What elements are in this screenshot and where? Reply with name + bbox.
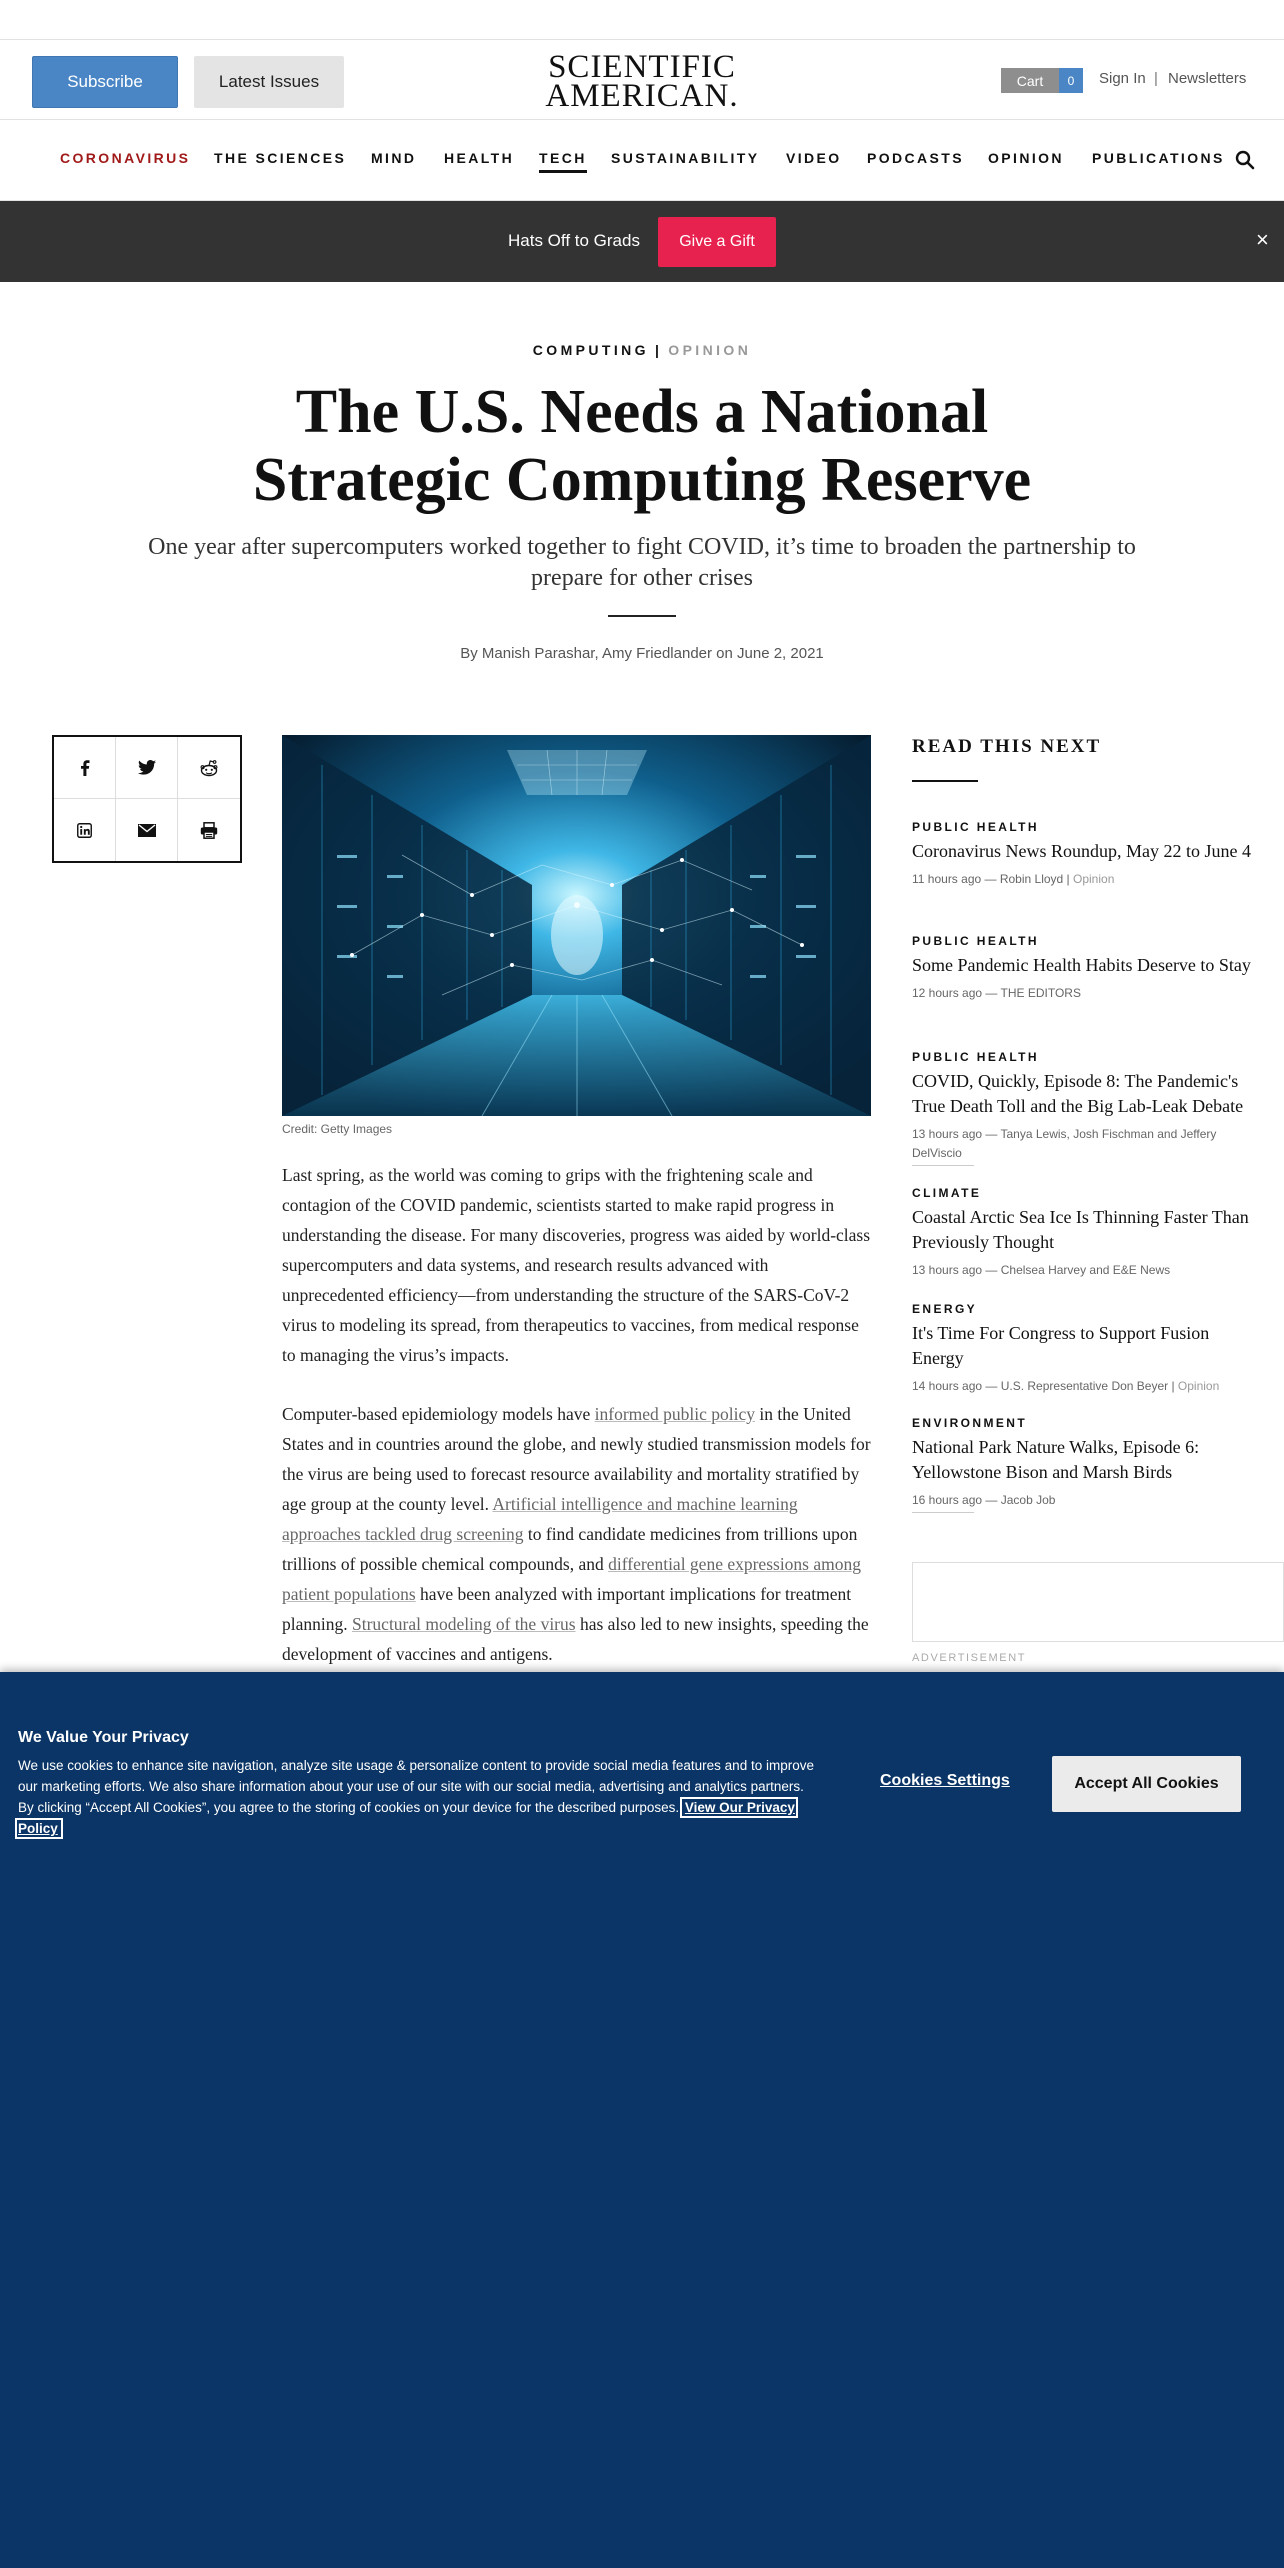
share-twitter-button[interactable] xyxy=(116,737,178,799)
read-next-category: PUBLIC HEALTH xyxy=(912,820,1039,834)
nav-item-sustainability[interactable]: SUSTAINABILITY xyxy=(611,150,760,166)
read-next-headline[interactable]: Coastal Arctic Sea Ice Is Thinning Faster Than Previously Thought xyxy=(912,1207,1249,1252)
paragraph-2 xyxy=(282,1399,872,1669)
cart-count-badge: 0 xyxy=(1059,68,1083,93)
subscribe-button[interactable]: Subscribe xyxy=(32,56,178,108)
read-next-item[interactable] xyxy=(912,1186,1252,1280)
read-next-item[interactable] xyxy=(912,820,1252,889)
read-next-headline[interactable]: Some Pandemic Health Habits Deserve to Stay xyxy=(912,955,1251,975)
read-this-next-title: READ THIS NEXT xyxy=(912,736,1102,757)
article-dek: One year after supercomputers worked together to fight COVID, it’s time to broaden the partnership to prepare for other crises xyxy=(148,534,1136,591)
logo-line-2: AMERICAN. xyxy=(545,78,739,114)
facebook-icon xyxy=(79,760,91,776)
read-next-item[interactable] xyxy=(912,1050,1252,1166)
article-byline: By Manish Parashar, Amy Friedlander on June 2, 2021 xyxy=(460,645,824,662)
nav-item-health[interactable]: HEALTH xyxy=(444,150,515,166)
cookie-description xyxy=(18,1755,818,1839)
subcategory-link[interactable]: OPINION xyxy=(668,342,752,358)
link-differential-gene-expressions[interactable]: differential gene expressions among patient populations xyxy=(282,1554,862,1604)
site-logo[interactable] xyxy=(520,49,764,114)
read-next-category: PUBLIC HEALTH xyxy=(912,1050,1039,1064)
cookie-title: We Value Your Privacy xyxy=(18,1729,189,1746)
promo-text: Hats Off to Grads xyxy=(508,231,640,250)
logo-line-1: SCIENTIFIC xyxy=(548,49,736,85)
headline-divider xyxy=(608,615,676,617)
cart-label: Cart xyxy=(1001,68,1059,93)
category-link[interactable]: COMPUTING xyxy=(532,342,649,358)
nav-item-tech[interactable]: TECH xyxy=(539,150,587,173)
promo-banner xyxy=(0,201,1284,282)
opinion-tag[interactable]: Opinion xyxy=(1177,1379,1220,1393)
linkedin-icon xyxy=(77,823,92,838)
read-this-next xyxy=(912,736,1284,1507)
article-kicker xyxy=(0,342,1284,358)
paragraph-2-text: to find candidate medicines from trillions upon trillions of possible chemical compounds, and xyxy=(282,1524,858,1574)
share-toolbar xyxy=(52,735,242,863)
print-icon xyxy=(200,822,218,839)
share-facebook-button[interactable] xyxy=(54,737,116,799)
read-next-category: ENERGY xyxy=(912,1302,978,1316)
headline-line-2: Strategic Computing Reserve xyxy=(252,446,1032,514)
read-next-meta-text: 14 hours ago — U.S. Representative Don Beyer | xyxy=(912,1379,1178,1393)
article-body xyxy=(282,1160,872,1698)
site-header xyxy=(0,40,1284,120)
read-next-meta: 16 hours ago — Jacob Job xyxy=(912,1493,1056,1507)
give-a-gift-button[interactable]: Give a Gift xyxy=(658,217,776,267)
image-credit: Credit: Getty Images xyxy=(282,1122,393,1136)
hero-image xyxy=(282,735,871,1116)
nav-item-publications[interactable]: PUBLICATIONS xyxy=(1092,150,1225,166)
accept-all-cookies-button[interactable]: Accept All Cookies xyxy=(1052,1756,1241,1812)
paragraph-2-text: has also led to new insights, speeding the development of vaccines and antigens. xyxy=(282,1614,869,1664)
newsletters-link[interactable]: Newsletters xyxy=(1168,70,1247,87)
twitter-icon xyxy=(138,760,156,775)
cookie-consent-banner xyxy=(0,1672,1284,2568)
close-icon[interactable]: × xyxy=(1256,227,1269,252)
read-next-category: PUBLIC HEALTH xyxy=(912,934,1039,948)
advertisement-slot[interactable] xyxy=(912,1562,1284,1642)
read-next-item[interactable] xyxy=(912,934,1252,1003)
read-this-next-rule xyxy=(912,780,978,782)
read-next-meta xyxy=(912,1377,1252,1396)
read-next-item[interactable] xyxy=(912,1302,1252,1396)
share-reddit-button[interactable] xyxy=(178,737,240,799)
read-next-headline[interactable]: COVID, Quickly, Episode 8: The Pandemic's True Death Toll and the Big Lab-Leak Debate xyxy=(912,1071,1244,1116)
advertisement-label: ADVERTISEMENT xyxy=(912,1652,1027,1664)
sign-in-link[interactable]: Sign In xyxy=(1099,70,1146,87)
read-next-meta xyxy=(912,870,1252,889)
nav-item-opinion[interactable]: OPINION xyxy=(988,150,1064,166)
read-next-headline[interactable]: National Park Nature Walks, Episode 6: Yellowstone Bison and Marsh Birds xyxy=(912,1437,1200,1482)
paragraph-2-text: in the United States and in countries around the globe, and newly studied transmission models for the virus are being used to forecast resource availability and mortality stratified by age group at the county level. xyxy=(282,1404,871,1514)
paragraph-2-text: Computer-based epidemiology models have xyxy=(282,1404,595,1424)
nav-item-coronavirus[interactable]: CORONAVIRUS xyxy=(60,150,191,166)
read-next-category: ENVIRONMENT xyxy=(912,1416,1028,1430)
item-underline xyxy=(912,1512,974,1513)
article-headline xyxy=(140,378,1144,514)
read-next-meta-text: 11 hours ago — Robin Lloyd | xyxy=(912,872,1073,886)
reddit-icon xyxy=(199,759,219,777)
cookie-text: We use cookies to enhance site navigation, analyze site usage & personalize content to provide social media features and to improve our marketing efforts. We also share information about your use of our site with our social media, advertising and analytics partners. By clicking “Accept All Cookies”, you agree to the storing of cookies on your device for the described purposes. xyxy=(18,1758,814,1815)
nav-item-podcasts[interactable]: PODCASTS xyxy=(867,150,964,166)
read-next-category: CLIMATE xyxy=(912,1186,982,1200)
email-icon xyxy=(138,824,156,837)
header-separator: | xyxy=(1154,70,1158,87)
main-nav xyxy=(0,121,1284,201)
read-next-meta: 12 hours ago — THE EDITORS xyxy=(912,986,1081,1000)
link-informed-public-policy[interactable]: informed public policy xyxy=(594,1404,756,1424)
share-print-button[interactable] xyxy=(178,799,240,861)
paragraph-2-text: have been analyzed with important implications for treatment planning. xyxy=(282,1584,852,1634)
kicker-separator: | xyxy=(654,342,663,358)
cookies-settings-button[interactable]: Cookies Settings xyxy=(880,1772,1010,1789)
read-next-meta: 13 hours ago — Tanya Lewis, Josh Fischman and Jeffery DelViscio xyxy=(912,1127,1217,1160)
read-next-headline[interactable]: It's Time For Congress to Support Fusion Energy xyxy=(912,1323,1210,1368)
paragraph-1: Last spring, as the world was coming to grips with the frightening scale and contagion of the COVID pandemic, scientists started to make rapid progress in understanding the disease. For many discoveries, progress was aided by world-class supercomputers and data systems, and research results advanced with unprecedented efficiency—from understanding the structure of the SARS-CoV-2 virus to modeling its spread, from therapeutics to vaccines, from medical response to managing the virus’s impacts. xyxy=(282,1165,871,1365)
latest-issues-button[interactable]: Latest Issues xyxy=(194,56,344,108)
top-strip xyxy=(0,0,1284,40)
read-next-meta: 13 hours ago — Chelsea Harvey and E&E News xyxy=(912,1263,1171,1277)
cart-button[interactable] xyxy=(1001,68,1083,93)
search-icon[interactable] xyxy=(1234,149,1256,171)
headline-line-1: The U.S. Needs a National xyxy=(295,378,989,446)
item-underline xyxy=(912,1165,974,1166)
nav-item-mind[interactable]: MIND xyxy=(371,150,417,166)
link-structural-modeling[interactable]: Structural modeling of the virus xyxy=(352,1614,576,1634)
opinion-tag[interactable]: Opinion xyxy=(1073,872,1115,886)
nav-item-video[interactable]: VIDEO xyxy=(786,150,842,166)
read-next-headline[interactable]: Coronavirus News Roundup, May 22 to June 4 xyxy=(912,841,1251,861)
share-email-button[interactable] xyxy=(116,799,178,861)
link-ai-drug-screening[interactable]: Artificial intelligence and machine learning approaches tackled drug screening xyxy=(282,1494,798,1544)
nav-item-the-sciences[interactable]: THE SCIENCES xyxy=(214,150,347,166)
share-linkedin-button[interactable] xyxy=(54,799,116,861)
read-next-item[interactable] xyxy=(912,1416,1252,1513)
privacy-policy-link[interactable]: View Our Privacy Policy xyxy=(18,1800,795,1836)
